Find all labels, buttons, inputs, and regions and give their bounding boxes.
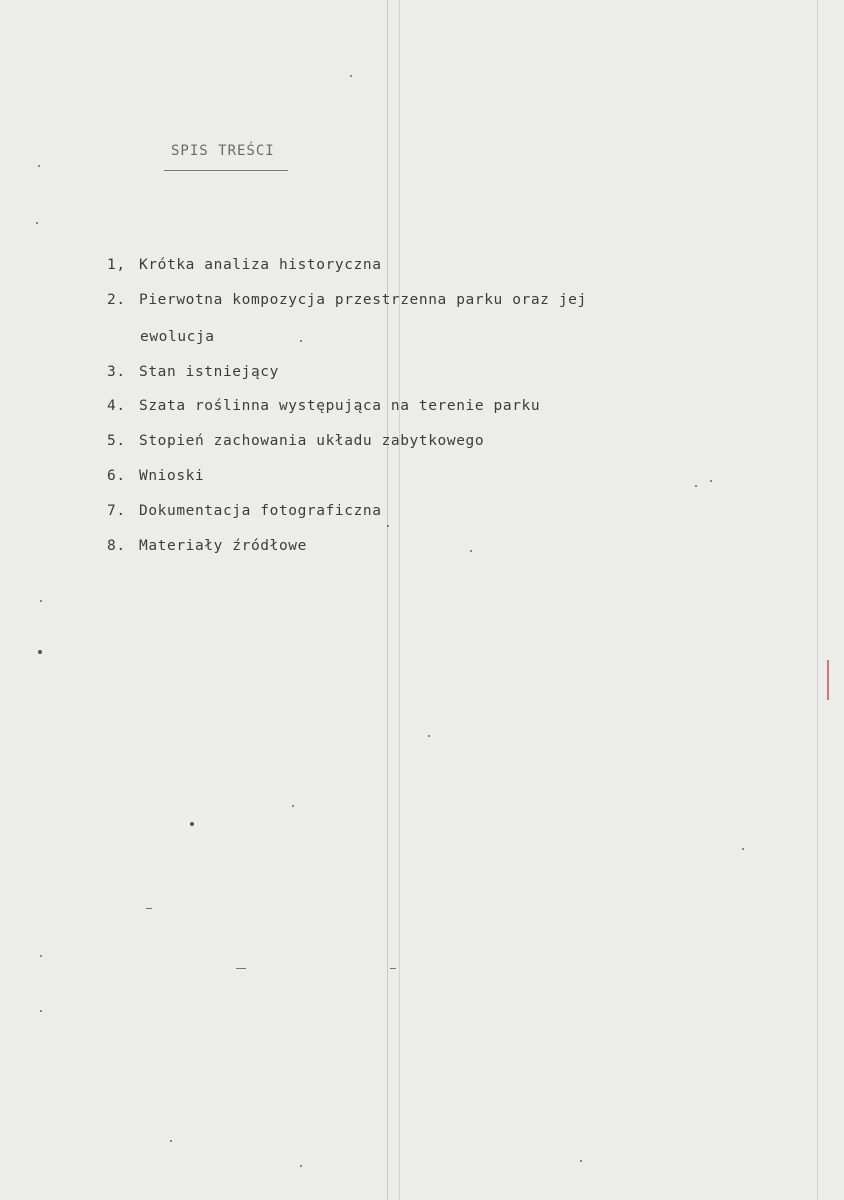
document-title: SPIS TREŚCI [171, 143, 275, 159]
toc-number: 7. [107, 503, 126, 519]
toc-number: 1, [107, 257, 126, 273]
scan-speck [300, 1165, 302, 1167]
toc-text: Stan istniejący [139, 364, 279, 380]
scan-speck [470, 550, 472, 552]
fold-line [387, 0, 388, 1200]
scan-speck [40, 1010, 42, 1012]
scan-speck [695, 485, 697, 487]
toc-text: Krótka analiza historyczna [139, 257, 382, 273]
scan-speck [40, 600, 42, 602]
toc-text: Materiały źródłowe [139, 538, 307, 554]
toc-text: Stopień zachowania układu zabytkowego [139, 433, 485, 449]
scan-speck [742, 848, 744, 850]
toc-item-3 [107, 364, 279, 380]
toc-item-1 [107, 257, 382, 273]
scan-speck [170, 1140, 172, 1142]
toc-number: 4. [107, 398, 126, 414]
toc-item-6 [107, 468, 204, 484]
scan-speck [38, 165, 40, 167]
scan-mark [390, 968, 396, 969]
toc-number: 2. [107, 292, 126, 308]
scan-speck [300, 340, 302, 342]
scan-speck [580, 1160, 582, 1162]
toc-text: Wnioski [139, 468, 205, 484]
toc-item-2 [107, 292, 587, 308]
toc-text: Dokumentacja fotograficzna [139, 503, 382, 519]
scan-speck [190, 822, 194, 826]
toc-text: Szata roślinna występująca na terenie parku [139, 398, 541, 414]
scan-speck [38, 650, 42, 654]
toc-text: Pierwotna kompozycja przestrzenna parku oraz jej [139, 292, 587, 308]
toc-item-2-continuation: ewolucja [140, 329, 215, 345]
toc-number: 5. [107, 433, 126, 449]
toc-number: 3. [107, 364, 126, 380]
scan-mark [146, 908, 152, 909]
scan-mark [236, 968, 246, 969]
scan-speck [387, 525, 389, 527]
toc-item-7 [107, 503, 382, 519]
scan-speck [710, 480, 712, 482]
scan-speck [292, 805, 294, 807]
scan-mark [827, 660, 829, 700]
title-underline [164, 170, 288, 171]
toc-item-4 [107, 398, 540, 414]
toc-item-8 [107, 538, 307, 554]
toc-number: 8. [107, 538, 126, 554]
scan-speck [36, 222, 38, 224]
scan-speck [40, 955, 42, 957]
scan-speck [428, 735, 430, 737]
toc-number: 6. [107, 468, 126, 484]
scan-speck [350, 75, 352, 77]
toc-item-5 [107, 433, 484, 449]
page-edge [817, 0, 818, 1200]
fold-line [399, 0, 400, 1200]
